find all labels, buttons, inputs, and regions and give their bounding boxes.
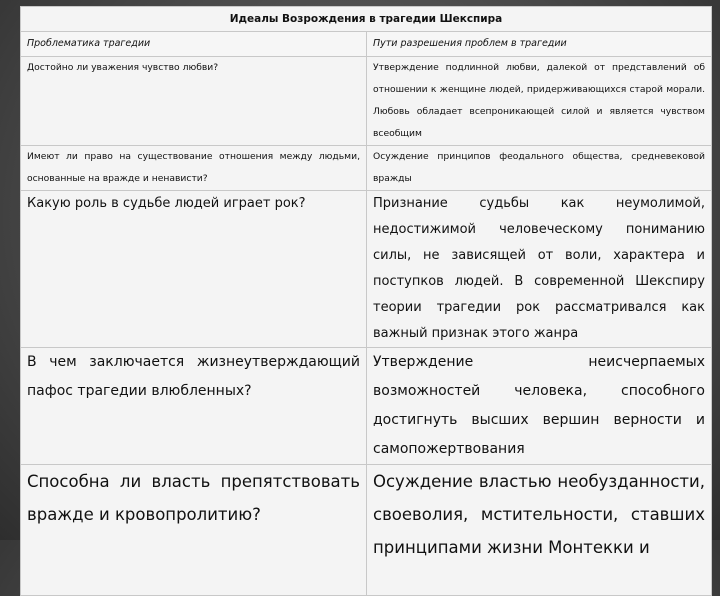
row-answer: Осуждение принципов феодального общества, средневековой вражды [367,146,712,191]
table-row [21,348,712,465]
table-row [21,191,712,348]
row-answer: Осуждение властью необузданности, своеволия, мстительности, ставших принципами жизни Монтекки и [367,465,712,596]
column-header-solutions: Пути разрешения проблем в трагедии [367,32,712,57]
row-question: Достойно ли уважения чувство любви? [21,57,367,146]
row-answer: Утверждение подлинной любви, далекой от представлений об отношении к женщине людей, придерживающихся старой морали. Любовь обладает всепроникающей силой и является чувством всеобщим [367,57,712,146]
row-question: Какую роль в судьбе людей играет рок? [21,191,367,348]
renaissance-ideals-table [20,6,712,596]
row-question: Имеют ли право на существование отношения между людьми, основанные на вражде и ненависти? [21,146,367,191]
row-question: Способна ли власть препятствовать вражде и кровопролитию? [21,465,367,596]
table-row [21,465,712,596]
table-title: Идеалы Возрождения в трагедии Шекспира [21,7,712,32]
row-answer: Признание судьбы как неумолимой, недостижимой человеческому пониманию силы, не зависящей от воли, характера и поступков людей. В современной Шекспиру теории трагедии рок рассматривался как важный признак этого жанра [367,191,712,348]
row-question: В чем заключается жизнеутверждающий пафос трагедии влюбленных? [21,348,367,465]
column-header-problems: Проблематика трагедии [21,32,367,57]
table-row [21,57,712,146]
table-header-row [21,32,712,57]
row-answer: Утверждение неисчерпаемых возможностей человека, способного достигнуть высших вершин верности и самопожертвования [367,348,712,465]
table-title-row [21,7,712,32]
renaissance-ideals-table-container [20,6,711,557]
table-row [21,146,712,191]
